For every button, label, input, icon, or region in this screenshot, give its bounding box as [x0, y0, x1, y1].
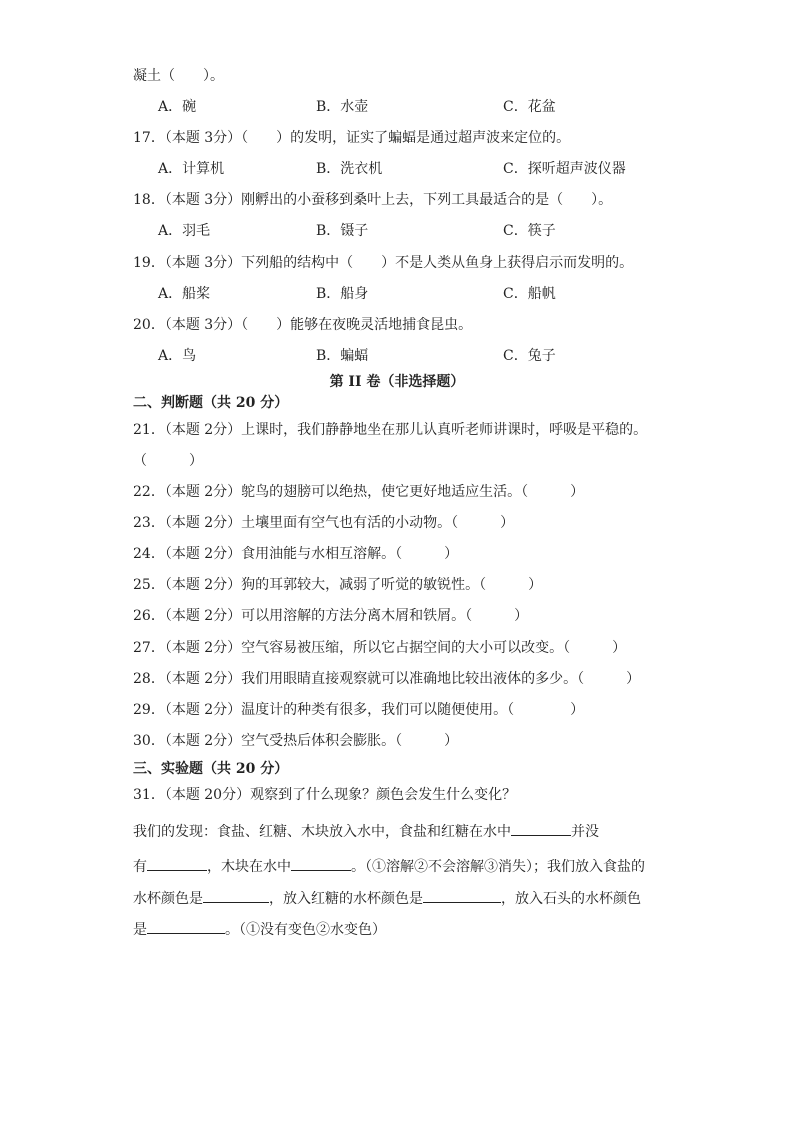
q31-text-part: 是 [133, 922, 147, 938]
q16-option-a: A．碗 [158, 99, 197, 115]
question-26: 26．（本题 2分）可以用溶解的方法分离木屑和铁屑。（ ） [133, 608, 529, 624]
question-27: 27．（本题 2分）空气容易被压缩，所以它占据空间的大小可以改变。（ ） [133, 640, 627, 656]
q31-text-part: 有 [133, 859, 147, 875]
q20-option-a: A．鸟 [158, 348, 197, 364]
answer-blank-3[interactable] [291, 856, 351, 871]
question-31: 31．（本题 20分）观察到了什么现象？颜色会发生什么变化？ [133, 787, 517, 803]
q19-option-b: B．船身 [316, 286, 369, 302]
q17-option-c: C．探听超声波仪器 [503, 161, 626, 177]
q31-text-part: 并没 [571, 824, 599, 840]
q17-option-a: A．计算机 [158, 161, 225, 177]
volume-2-title: 第 II 卷（非选择题） [329, 374, 465, 390]
q20-option-b: B．蝙蝠 [316, 348, 369, 364]
question-29: 29．（本题 2分）温度计的种类有很多，我们可以随便使用。（ ） [133, 702, 585, 718]
q31-text-part: ，木块在水中 [207, 859, 291, 875]
question-25: 25．（本题 2分）狗的耳郭较大，减弱了听觉的敏锐性。（ ） [133, 577, 543, 593]
q18-option-a: A．羽毛 [158, 223, 211, 239]
question-19: 19．（本题 3分）下列船的结构中（ ）不是人类从鱼身上获得启示而发明的。 [133, 255, 634, 271]
q16-option-c: C．花盆 [503, 99, 556, 115]
q20-option-c: C．兔子 [503, 348, 556, 364]
question-30: 30．（本题 2分）空气受热后体积会膨胀。（ ） [133, 733, 459, 749]
q31-text-part: 我们的发现：食盐、红糖、木块放入水中，食盐和红糖在水中 [133, 824, 511, 840]
q16-option-b: B．水壶 [316, 99, 369, 115]
q31-text-part: 。（①溶解②不会溶解③消失）；我们放入食盐的 [351, 859, 645, 875]
q31-text-part: 水杯颜色是 [133, 891, 203, 907]
q19-option-a: A．船桨 [158, 286, 211, 302]
answer-blank-1[interactable] [511, 821, 571, 836]
q31-text-part: ，放入红糖的水杯颜色是 [269, 891, 423, 907]
question-22: 22．（本题 2分）鸵鸟的翅膀可以绝热，使它更好地适应生活。（ ） [133, 484, 585, 500]
question-17: 17．（本题 3分）（ ）的发明，证实了蝙蝠是通过超声波来定位的。 [133, 130, 571, 146]
question-24: 24．（本题 2分）食用油能与水相互溶解。（ ） [133, 546, 459, 562]
question-21-answer: （ ） [133, 453, 203, 469]
question-28: 28．（本题 2分）我们用眼睛直接观察就可以准确地比较出液体的多少。（ ） [133, 671, 641, 687]
answer-blank-6[interactable] [147, 919, 225, 934]
answer-blank-4[interactable] [203, 888, 269, 903]
q19-option-c: C．船帆 [503, 286, 556, 302]
section-3-heading: 三、实验题（共 20 分） [133, 761, 289, 777]
q18-option-c: C．筷子 [503, 223, 556, 239]
question-21: 21．（本题 2分）上课时，我们静静地坐在那儿认真听老师讲课时，呼吸是平稳的。 [133, 422, 648, 438]
question-23: 23．（本题 2分）土壤里面有空气也有活的小动物。（ ） [133, 515, 515, 531]
q31-text-line-1 [133, 821, 599, 842]
q18-option-b: B．镊子 [316, 223, 369, 239]
q16-tail: 凝土（ ）。 [133, 68, 224, 84]
q17-option-b: B．洗衣机 [316, 161, 383, 177]
section-2-heading: 二、判断题（共 20 分） [133, 395, 289, 411]
question-18: 18．（本题 3分）刚孵出的小蚕移到桑叶上去，下列工具最适合的是（ ）。 [133, 192, 613, 208]
q31-text-line-3 [133, 888, 641, 909]
q31-text-part: ，放入石头的水杯颜色 [501, 891, 641, 907]
answer-blank-2[interactable] [147, 856, 207, 871]
q31-text-line-4 [133, 919, 386, 940]
q31-text-line-2 [133, 856, 645, 877]
question-20: 20．（本题 3分）（ ）能够在夜晚灵活地捕食昆虫。 [133, 317, 473, 333]
q31-text-part: 。（①没有变色②水变色） [225, 922, 386, 938]
answer-blank-5[interactable] [423, 888, 501, 903]
